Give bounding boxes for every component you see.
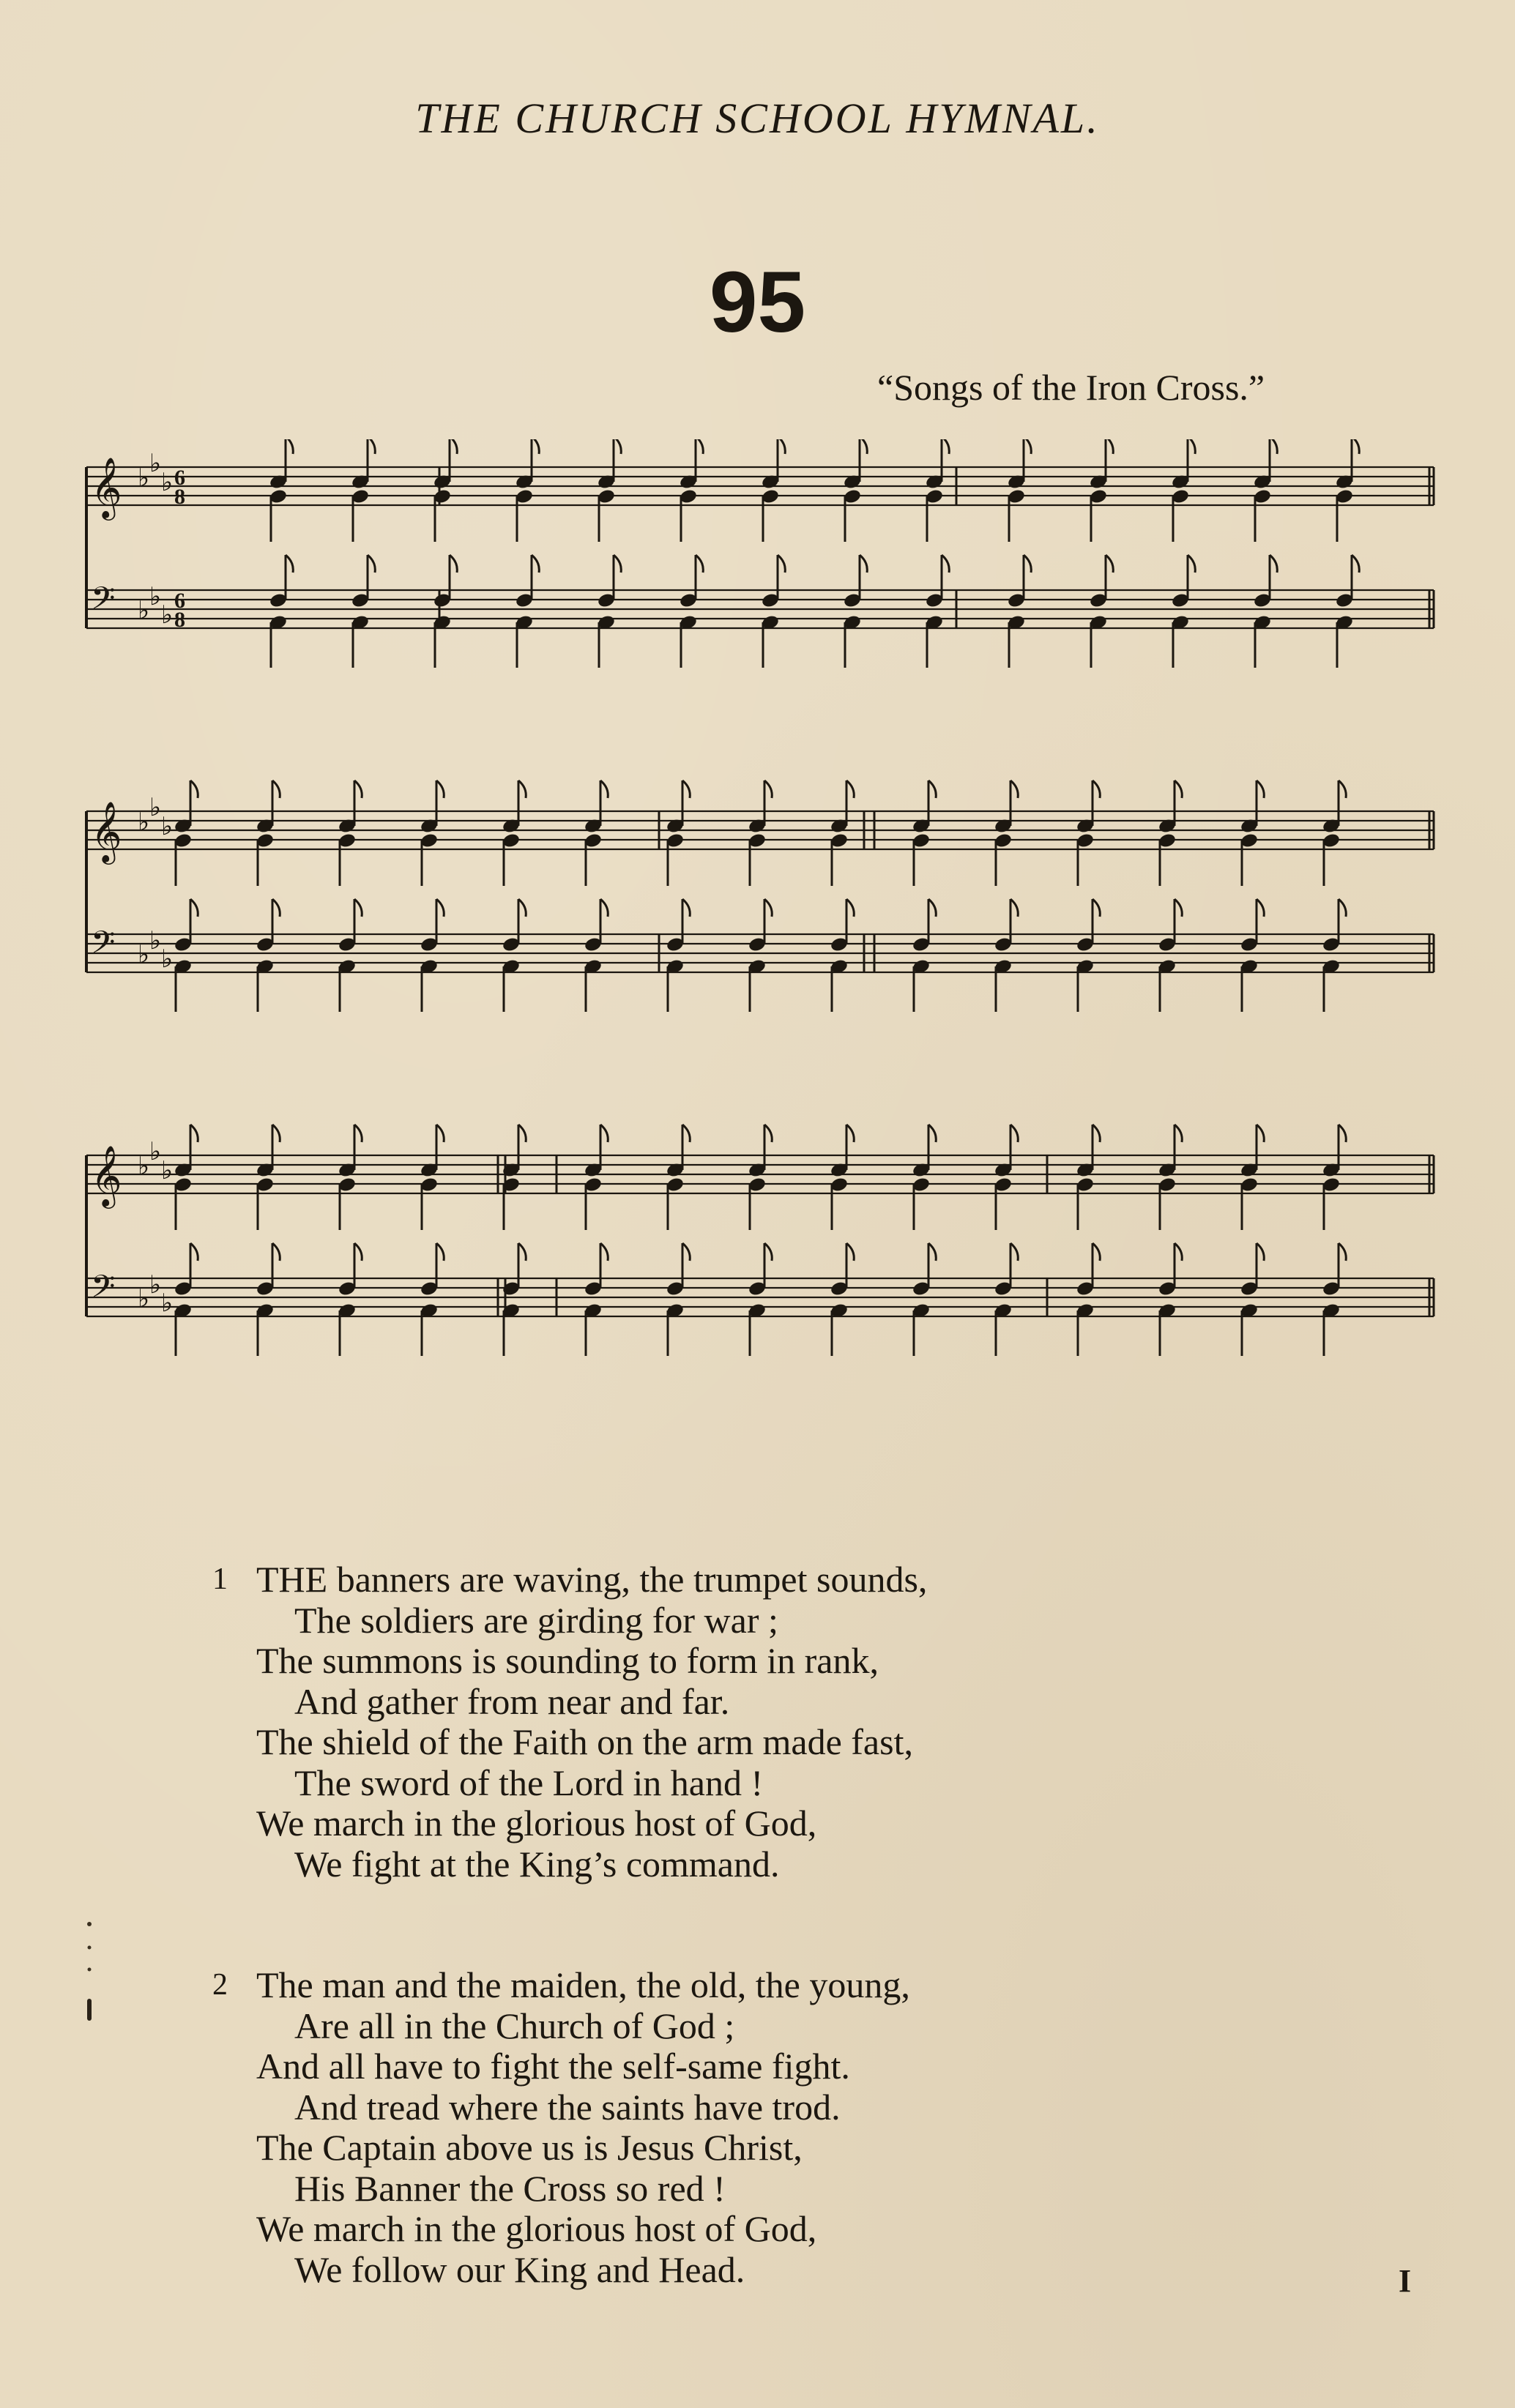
note-flag [368,555,375,573]
note-flag [1339,780,1346,798]
flat-icon: ♭ [138,808,150,837]
note-flag [860,439,867,454]
note-flag [190,1243,198,1261]
note-flag [1092,1125,1100,1142]
note-flag [518,899,526,917]
note-flag [190,780,198,798]
note-flag [1175,899,1182,917]
verse-line: And gather from near and far. [294,1680,730,1722]
note-flag [1352,555,1359,573]
note-flag [286,439,293,454]
verse-line: We march in the glorious host of God, [256,2208,817,2249]
note-flag [1188,439,1195,454]
bass-clef-icon: 𝄢 [91,1269,116,1313]
note-flag [518,780,526,798]
note-flag [778,439,785,454]
flat-icon: ♭ [161,1289,174,1318]
signature-mark: I [1399,2263,1412,2299]
verse-line: We follow our King and Head. [294,2248,745,2290]
note-flag [1270,439,1277,454]
flat-icon: ♭ [161,812,174,841]
note-flag [272,1243,280,1261]
note-flag [272,1125,280,1142]
note-flag [1106,439,1113,454]
verses-block [212,1559,928,2371]
note-flag [436,899,444,917]
note-flag [928,1125,936,1142]
note-flag [450,439,457,454]
treble-clef-icon: 𝄞 [91,1144,122,1206]
note-flag [532,555,539,573]
note-flag [532,439,539,454]
verse-line: His Banner the Cross so red ! [294,2167,726,2209]
verse-line: We fight at the King’s command. [294,1843,780,1885]
note-flag [846,1243,854,1261]
hymn-number: 95 [709,254,806,351]
note-flag [354,1125,362,1142]
note-flag [764,1243,772,1261]
flat-icon: ♭ [149,449,162,478]
note-flag [846,1125,854,1142]
time-sig-numerator: 6 [174,589,185,613]
note-flag [1024,555,1031,573]
note-flag [1175,1125,1182,1142]
flat-icon: ♭ [161,1156,174,1185]
note-flag [518,1243,526,1261]
verse-1 [212,1559,928,1885]
note-flag [436,780,444,798]
treble-clef-icon: 𝄞 [91,800,122,862]
note-flag [1010,780,1018,798]
verse-line: The Captain above us is Jesus Christ, [256,2127,803,2168]
flat-icon: ♭ [161,944,174,974]
flat-icon: ♭ [149,926,162,955]
flat-icon: ♭ [149,793,162,822]
flat-icon: ♭ [149,1270,162,1300]
verse-line: And all have to fight the self-same fight. [256,2046,850,2087]
note-flag [1352,439,1359,454]
verse-line: The man and the maiden, the old, the young, [256,1964,910,2005]
time-sig-numerator: 6 [174,466,185,490]
margin-marks [82,1918,97,2028]
note-flag [1257,1125,1264,1142]
verse-line: And tread where the saints have trod. [294,2086,841,2128]
note-flag [354,1243,362,1261]
verse-line: THE banners are waving, the trumpet sounds, [256,1559,928,1600]
running-title: THE CHURCH SCHOOL HYMNAL. [415,94,1100,142]
note-flag [1339,899,1346,917]
note-flag [1092,1243,1100,1261]
note-flag [354,899,362,917]
note-flag [1339,1125,1346,1142]
note-flag [1010,1125,1018,1142]
note-flag [1270,555,1277,573]
note-flag [1257,1243,1264,1261]
verse-line: Are all in the Church of God ; [294,2005,735,2046]
note-flag [846,899,854,917]
bass-clef-icon: 𝄢 [91,925,116,969]
note-flag [1257,780,1264,798]
note-flag [682,899,690,917]
bass-clef-icon: 𝄢 [91,581,116,625]
flat-icon: ♭ [161,468,174,497]
note-flag [1339,1243,1346,1261]
note-flag [190,899,198,917]
verse-line: The shield of the Faith on the arm made fast, [256,1721,913,1762]
note-flag [436,1243,444,1261]
note-flag [614,439,621,454]
note-flag [942,439,949,454]
note-flag [696,555,703,573]
verse-line: The sword of the Lord in hand ! [294,1762,764,1803]
note-flag [1175,1243,1182,1261]
note-flag [368,439,375,454]
time-sig-denominator: 8 [174,608,185,632]
flat-icon: ♭ [149,1137,162,1166]
time-sig-denominator: 8 [174,485,185,509]
note-flag [682,780,690,798]
verse-number: 2 [212,1968,228,2002]
note-flag [1175,780,1182,798]
note-flag [1010,1243,1018,1261]
flat-icon: ♭ [161,600,174,630]
verse-line: The soldiers are girding for war ; [294,1599,778,1641]
note-flag [272,780,280,798]
flat-icon: ♭ [138,596,150,625]
note-flag [1257,899,1264,917]
note-flag [450,555,457,573]
note-flag [518,1125,526,1142]
note-flag [1106,555,1113,573]
note-flag [764,1125,772,1142]
verse-line: We march in the glorious host of God, [256,1803,817,1844]
note-flag [1024,439,1031,454]
note-flag [600,780,608,798]
note-flag [1092,780,1100,798]
note-flag [1188,555,1195,573]
note-flag [764,780,772,798]
flat-icon: ♭ [149,582,162,611]
tune-name: “Songs of the Iron Cross.” [877,367,1265,408]
flat-icon: ♭ [138,463,150,493]
note-flag [600,1125,608,1142]
music-score [73,439,1450,1479]
verse-2 [212,1964,927,2290]
note-flag [682,1125,690,1142]
note-flag [272,899,280,917]
note-flag [928,780,936,798]
flat-icon: ♭ [138,940,150,969]
note-flag [354,780,362,798]
note-flag [696,439,703,454]
note-flag [614,555,621,573]
flat-icon: ♭ [138,1284,150,1313]
note-flag [600,899,608,917]
note-flag [778,555,785,573]
note-flag [764,899,772,917]
verse-number: 1 [212,1562,228,1596]
note-flag [600,1243,608,1261]
note-flag [1092,899,1100,917]
note-flag [860,555,867,573]
note-flag [942,555,949,573]
verse-line: The summons is sounding to form in rank, [256,1640,879,1681]
note-flag [436,1125,444,1142]
note-flag [286,555,293,573]
note-flag [682,1243,690,1261]
note-flag [928,1243,936,1261]
note-flag [190,1125,198,1142]
flat-icon: ♭ [138,1152,150,1181]
note-flag [928,899,936,917]
treble-clef-icon: 𝄞 [91,456,122,518]
note-flag [846,780,854,798]
note-flag [1010,899,1018,917]
